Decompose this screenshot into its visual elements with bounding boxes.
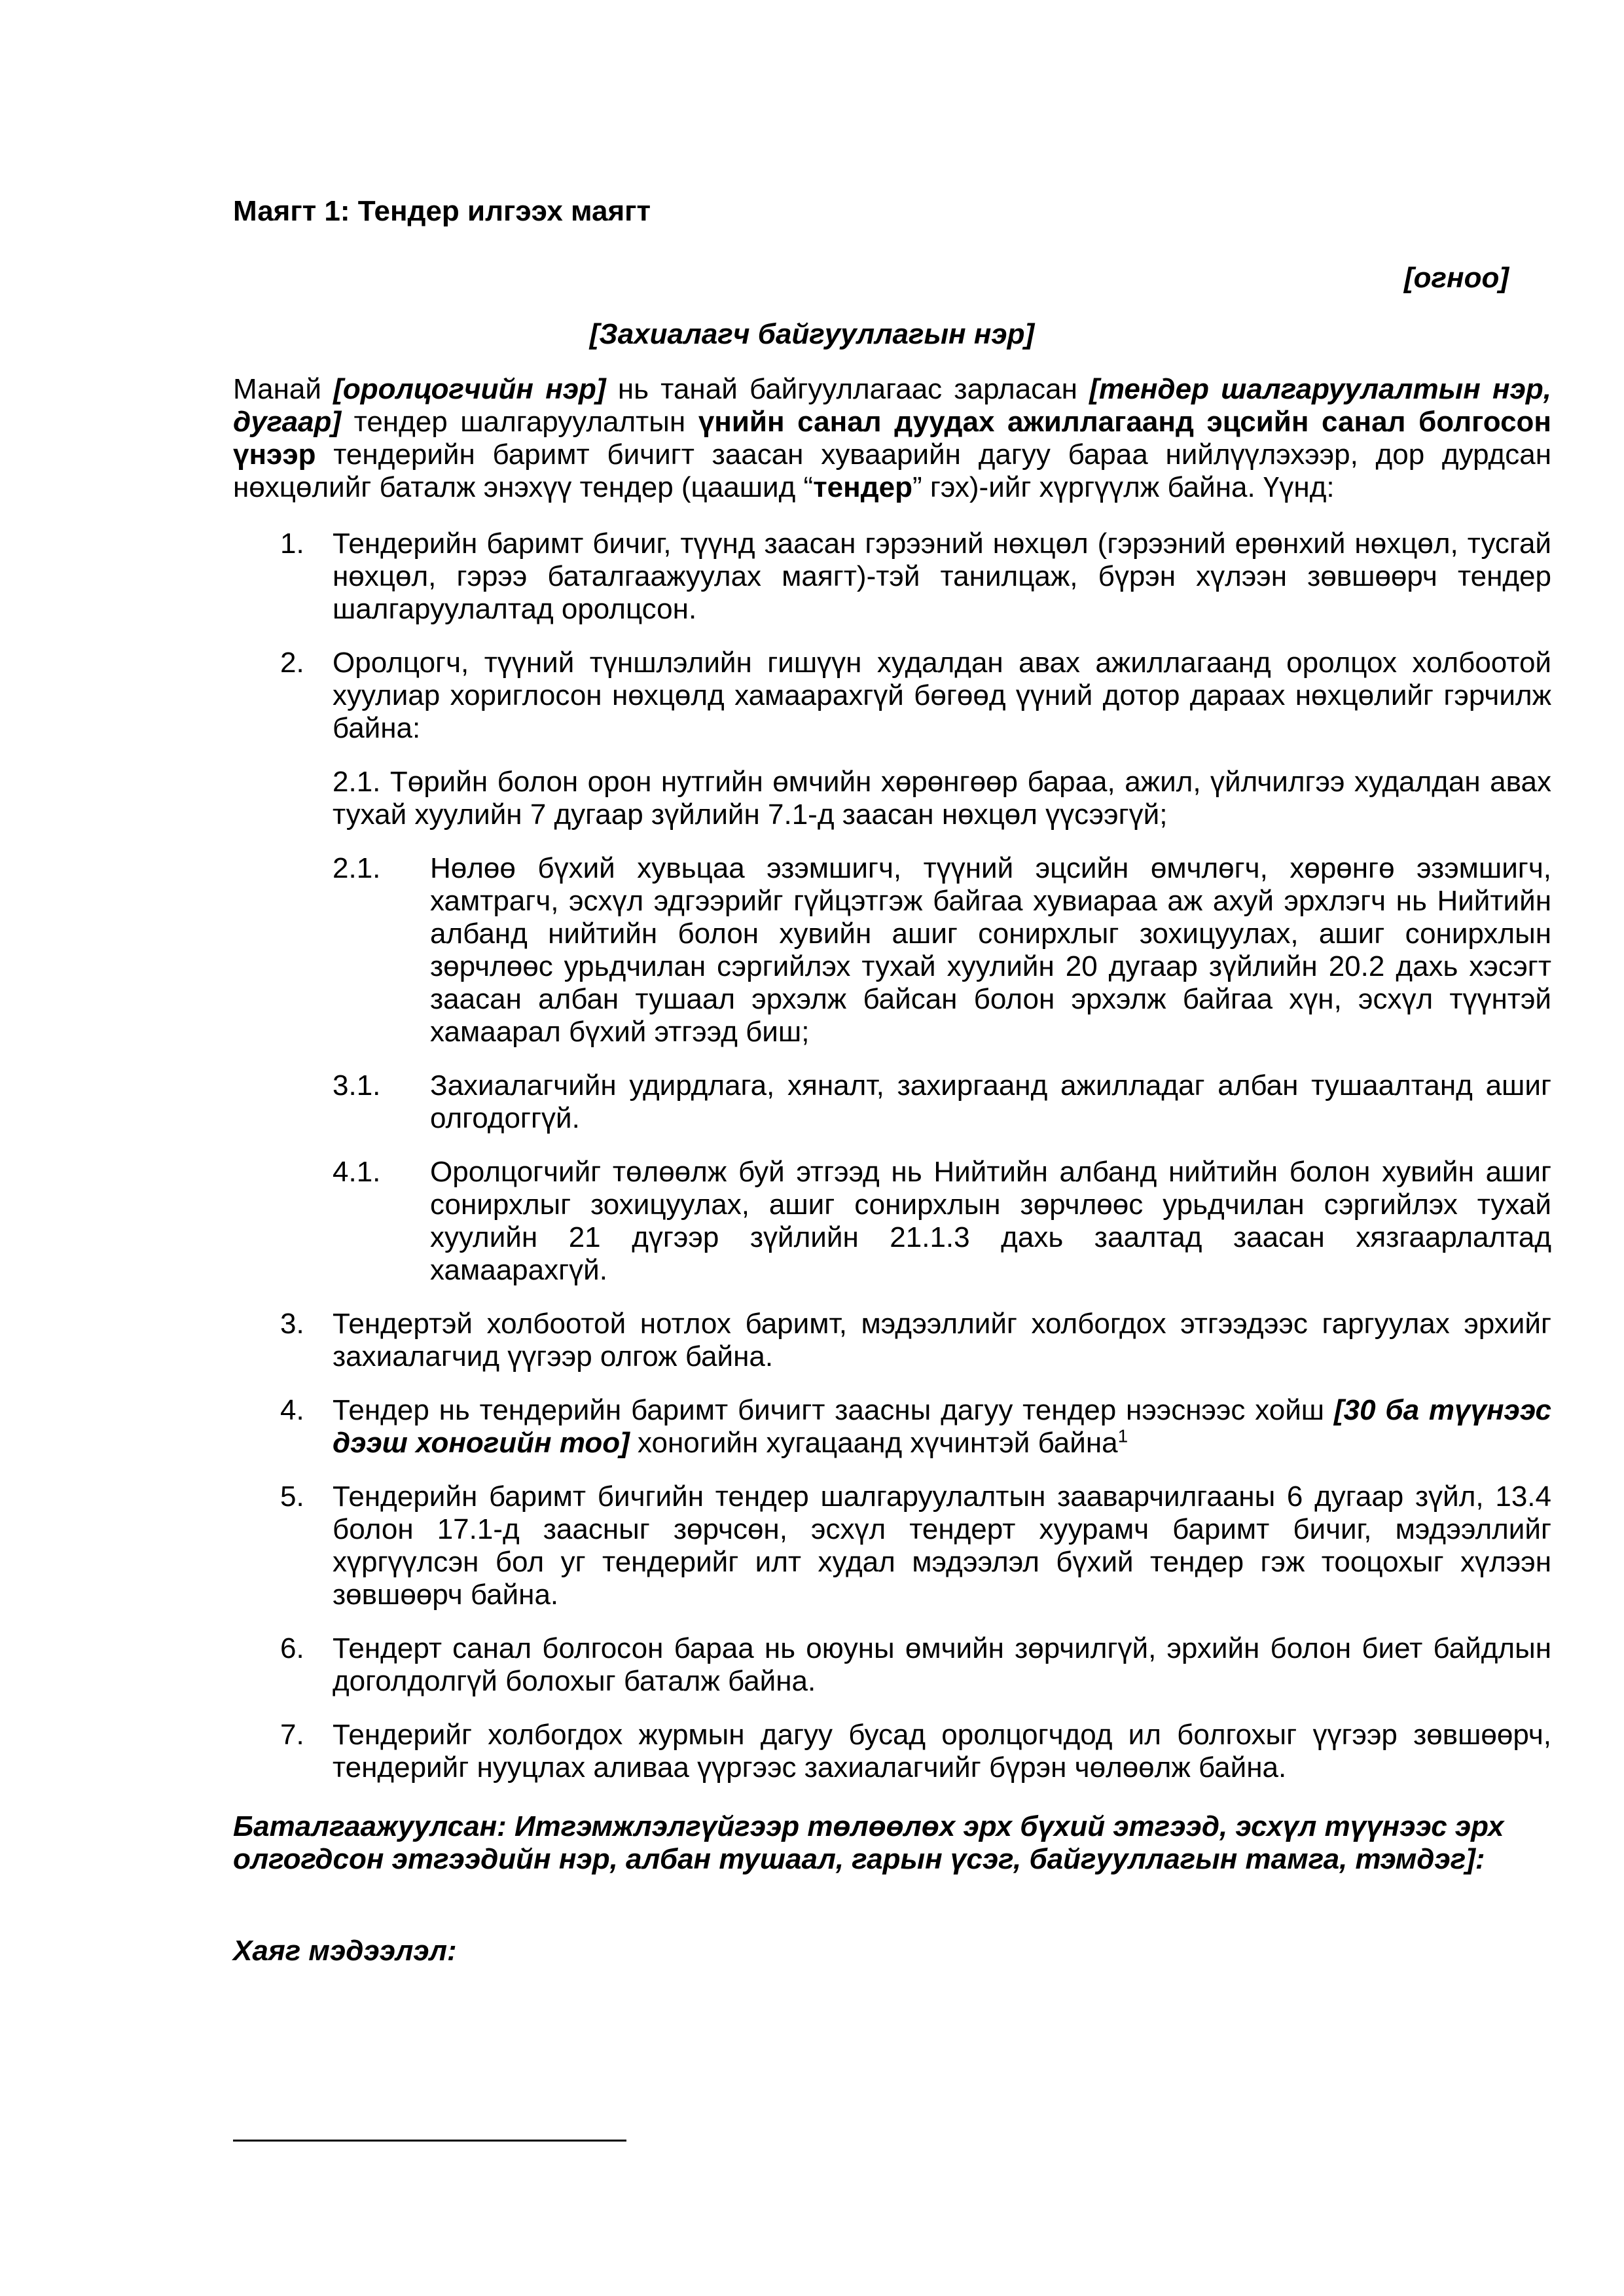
list-item-number: 3. <box>280 1308 304 1340</box>
intro-emphasis-tender: тендер <box>813 471 912 503</box>
list-item <box>233 1480 1551 1611</box>
sub-list-item-text: Захиалагчийн удирдлага, хяналт, захиргаанд ажилладаг албан тушаалтанд ашиг олгодоггүй. <box>430 1069 1551 1134</box>
list-item-number: 6. <box>280 1632 304 1664</box>
address-label: Хаяг мэдээлэл: <box>233 1935 457 1967</box>
list-item <box>233 1719 1551 1784</box>
form-heading: Маягт 1: Тендер илгээх маягт <box>233 195 651 227</box>
date-placeholder: [огноо] <box>1404 262 1509 294</box>
sub-list-item <box>333 852 1551 1049</box>
intro-text: нь танай байгууллагаас зарласан <box>605 373 1090 405</box>
list-item-text: Тендерийг холбогдох журмын дагуу бусад оролцогчдод ил болгохыг үүгээр зөвшөөрч, тендерийг нууцлах аливаа үүргээс захиалагчийг бүрэн чөлөөлж байна. <box>333 1719 1551 1784</box>
customer-name-placeholder: [Захиалагч байгууллагын нэр] <box>589 318 1035 350</box>
list-item-text: Оролцогч, түүний түншлэлийн гишүүн худалдан авах ажиллагаанд оролцох холбоотой хуулиар хориглосон нөхцөлд хамаарахгүй бөгөөд үүний дотор дараах нөхцөлийг гэрчилж байна: <box>333 647 1551 744</box>
list-item <box>233 1308 1551 1373</box>
list-item <box>233 647 1551 1287</box>
intro-text: тендер шалгаруулалтын <box>341 406 698 438</box>
tender-name-placeholder: [тендер шалгаруулалтын нэр, дугаар] <box>233 373 1551 438</box>
sub-paragraph: 2.1. Төрийн болон орон нутгийн өмчийн хөрөнгөөр бараа, ажил, үйлчилгээ худалдан авах тухай хуулийн 7 дугаар зүйлийн 7.1-д заасан нөхцөл үүсээгүй; <box>333 766 1551 831</box>
intro-emphasis: үнийн санал дуудах ажиллагаанд эцсийн санал болгосон үнээр <box>233 406 1551 471</box>
list-item-number: 5. <box>280 1480 304 1513</box>
intro-text: тендерийн баримт бичигт заасан хуваарийн дагуу бараа нийлүүлэхээр, дор дурдсан нөхцөлийг баталж энэхүү тендер (цаашид “ <box>233 439 1551 503</box>
list-item-text: Тендерт санал болгосон бараа нь оюуны өмчийн зөрчилгүй, эрхийн болон биет байдлын доголдолгүй болохыг баталж байна. <box>333 1632 1551 1697</box>
sub-list-item <box>333 1156 1551 1287</box>
list-item <box>233 1394 1551 1460</box>
list-item-text: Тендерийн баримт бичгийн тендер шалгаруулалтын зааварчилгааны 6 дугаар зүйл, 13.4 болон 17.1-д заасныг зөрчсөн, эсхүл тендерт хуурамч баримт бичиг, мэдээллийг хүргүүлсэн бол уг тендерийг илт худал мэдээлэл бүхий тендер гэж тооцохыг хүлээн зөвшөөрч байна. <box>333 1480 1551 1611</box>
list-item-text: Тендерийн баримт бичиг, түүнд заасан гэрээний нөхцөл (гэрээний ерөнхий нөхцөл, тусгай нөхцөл, гэрээ баталгаажуулах маягт)-тэй танилцаж, бүрэн хүлээн зөвшөөрч тендер шалгаруулалтад оролцсон. <box>333 528 1551 625</box>
list-item-number: 2. <box>280 647 304 679</box>
list-item-text: хоногийн хугацаанд хүчинтэй байна <box>629 1427 1118 1459</box>
sub-list-item-text: Нөлөө бүхий хувьцаа эзэмшигч, түүний эцсийн өмчлөгч, хөрөнгө эзэмшигч, хамтрагч, эсхүл эдгээрийг гүйцэтгэж байгаа хувиараа аж ахуй эрхлэгч нь Нийтийн албанд нийтийн болон хувийн ашиг сонирхлыг зохицуулах, ашиг сонирхлын зөрчлөөс урьдчилан сэргийлэх тухай хуулийн 20 дугаар зүйлийн 20.2 дахь хэсэгт заасан албан тушаал эрхэлж байсан болон эрхэлж байгаа хүн, эсхүл түүнтэй хамаарал бүхий этгээд биш; <box>430 852 1551 1048</box>
intro-paragraph <box>233 373 1551 504</box>
sub-list-item-text: Оролцогчийг төлөөлж буй этгээд нь Нийтийн албанд нийтийн болон хувийн ашиг сонирхлыг зохицуулах, ашиг сонирхлын зөрчлөөс урьдчилан сэргийлэх тухай хуулийн 21 дүгээр зүйлийн 21.1.3 дахь заалтад заасан хязгаарлалтад хамаарахгүй. <box>430 1156 1551 1286</box>
list-item-number: 4. <box>280 1394 304 1426</box>
intro-text: ” гэх)-ийг хүргүүлж байна. Үүнд: <box>912 471 1335 503</box>
list-item-text: Тендертэй холбоотой нотлох баримт, мэдээллийг холбогдох этгээдээс гаргуулах эрхийг захиалагчид үүгээр олгож байна. <box>333 1308 1551 1372</box>
intro-text: Манай <box>233 373 334 405</box>
participant-name-placeholder: [оролцогчийн нэр] <box>333 373 606 405</box>
sub-list-item-number: 4.1. <box>333 1156 381 1188</box>
footnote-separator <box>233 2140 626 2142</box>
list-item <box>233 1632 1551 1698</box>
signature-block: Баталгаажуулсан: Итгэмжлэлгүйгээр төлөөлөх эрх бүхий этгээд, эсхүл түүнээс эрх олгогдсон этгээдийн нэр, албан тушаал, гарын үсэг, байгууллагын тамга, тэмдэг]: <box>233 1810 1504 1875</box>
footnote-reference[interactable]: 1 <box>1117 1426 1128 1446</box>
list-item-number: 7. <box>280 1719 304 1751</box>
sub-list-item <box>333 1069 1551 1135</box>
sub-list-item-number: 2.1. <box>333 852 381 884</box>
list-item-text: Тендер нь тендерийн баримт бичигт заасны дагуу тендер нээснээс хойш <box>333 1394 1334 1426</box>
list-item-number: 1. <box>280 528 304 560</box>
validity-days-placeholder: [30 ба түүнээс дээш хоногийн тоо] <box>333 1394 1552 1459</box>
list-item <box>233 528 1551 626</box>
conditions-list <box>233 528 1551 1805</box>
sub-list-item-number: 3.1. <box>333 1069 381 1102</box>
